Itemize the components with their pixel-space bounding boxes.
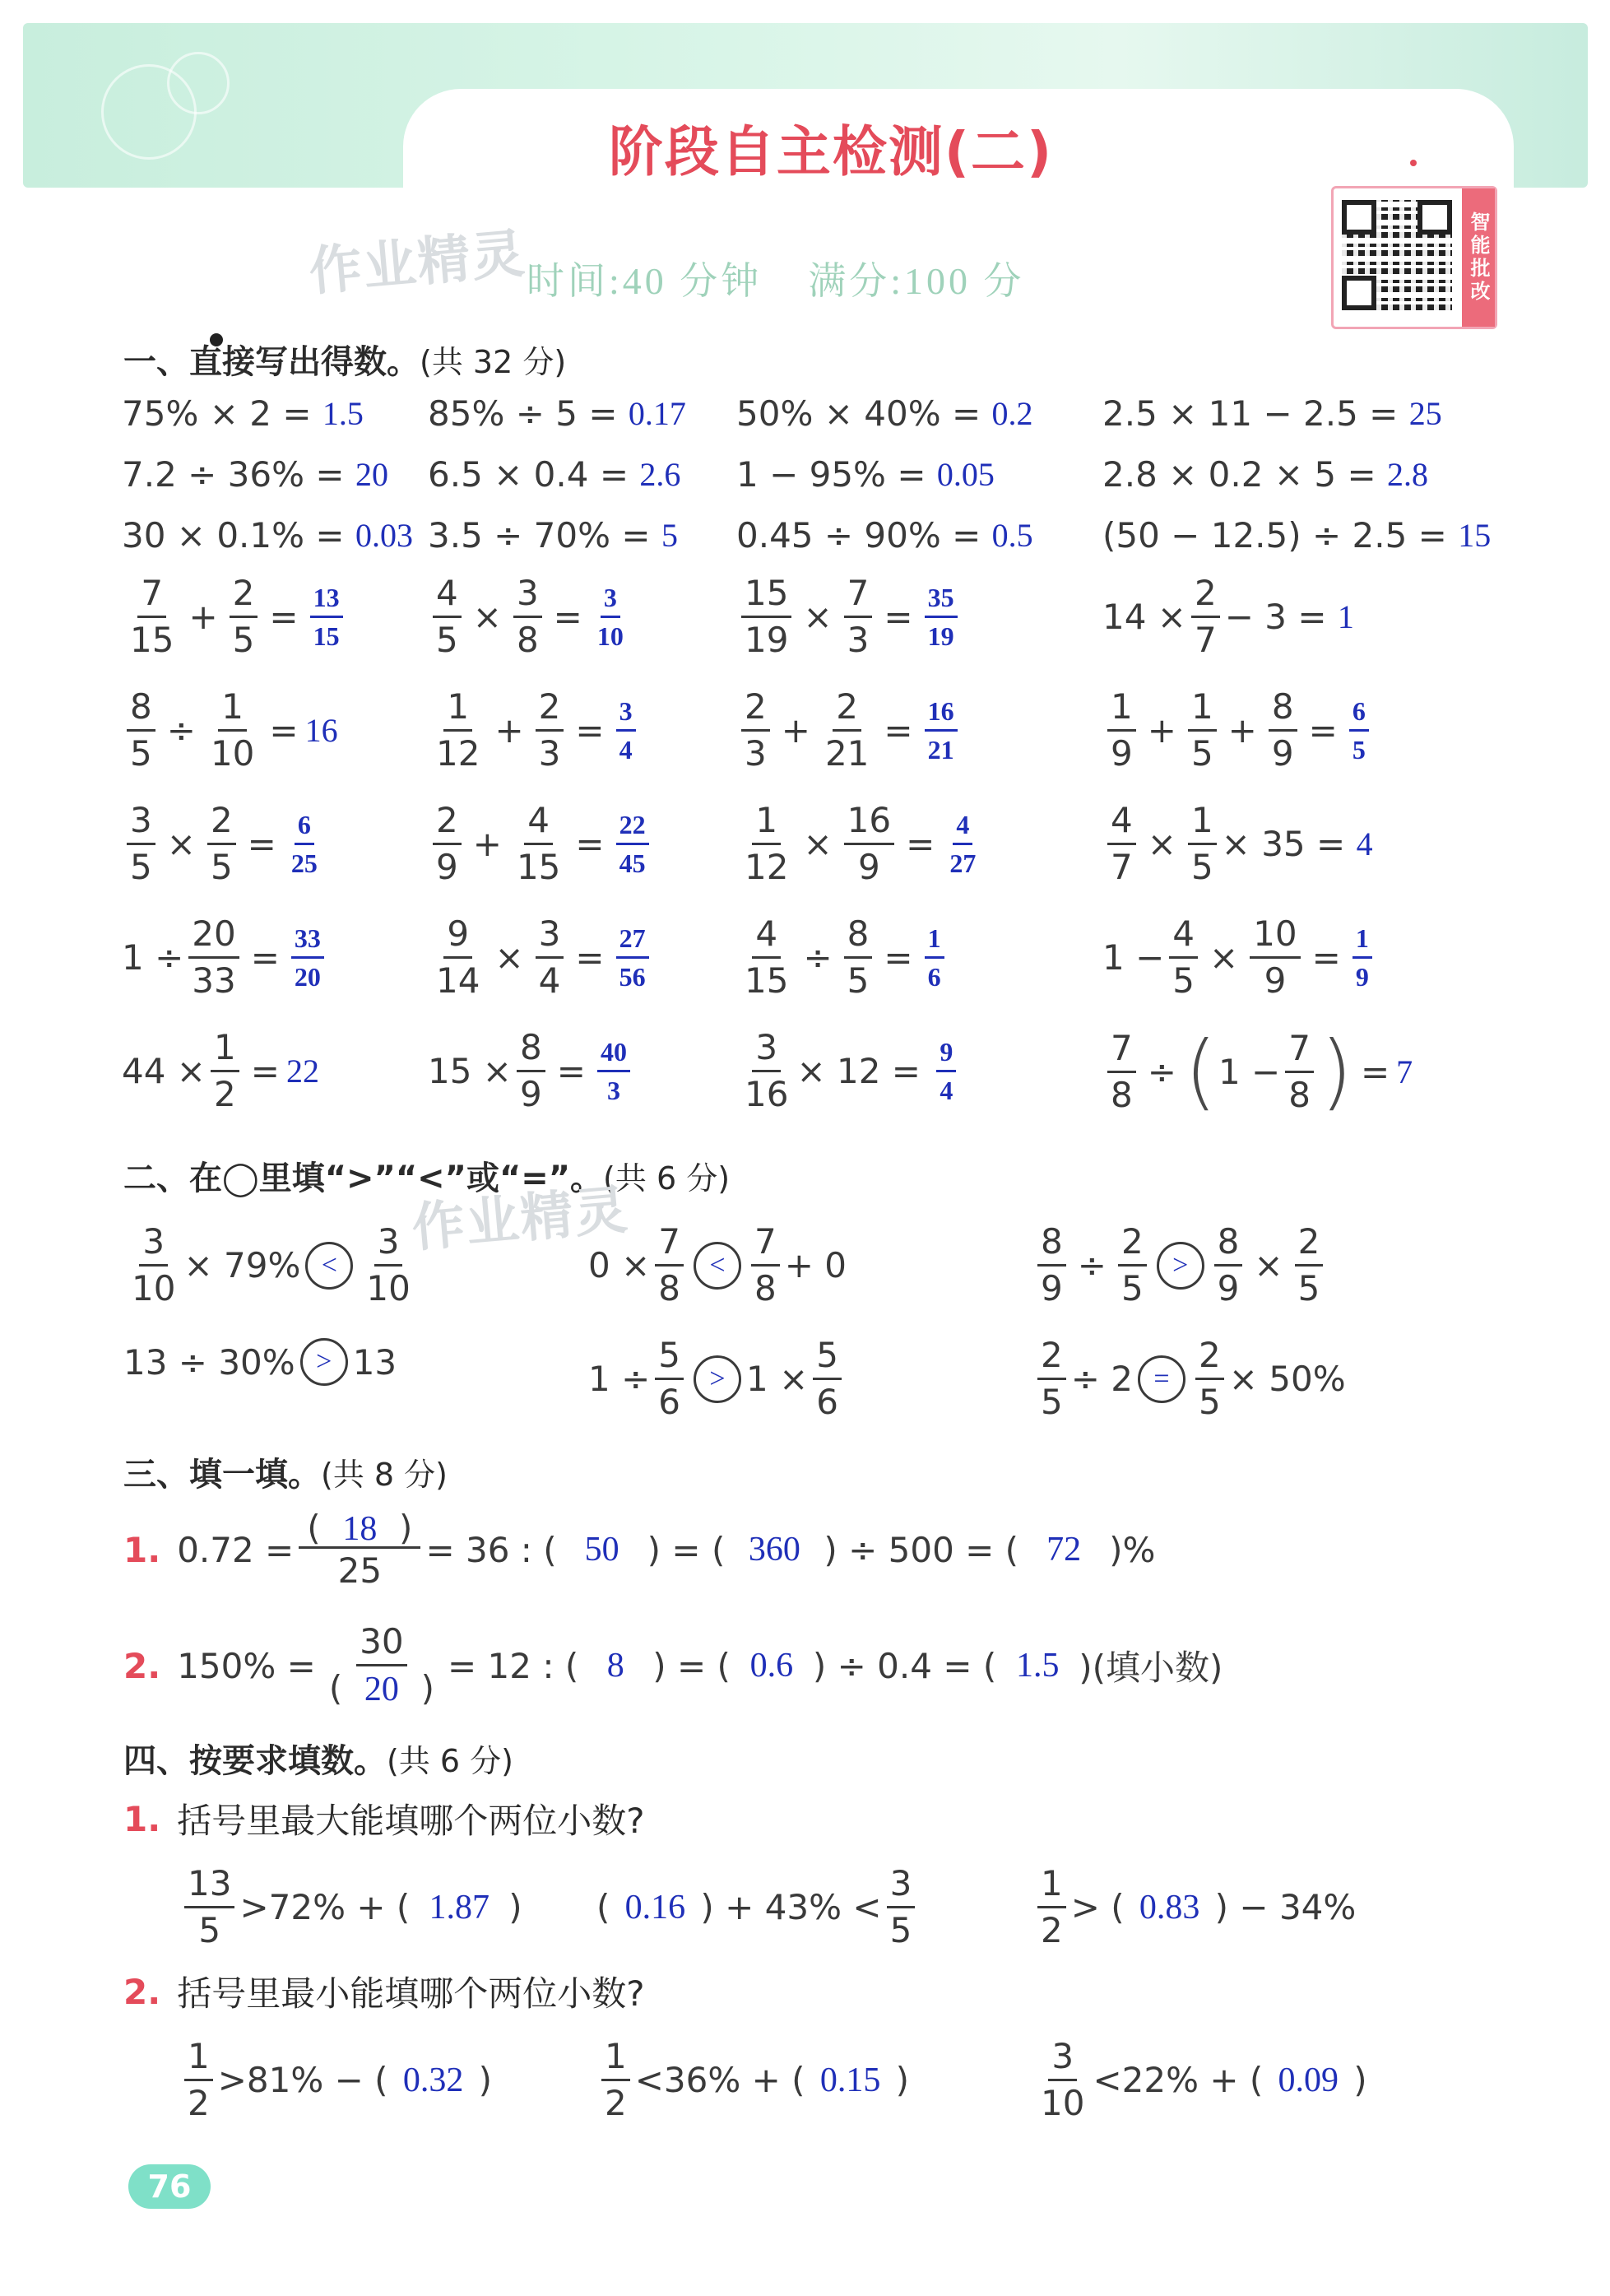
answer: 0.17 <box>628 395 686 432</box>
page-title: 阶段自主检测(二) <box>608 120 1054 184</box>
calc-item: $\frac{15}{19}$ × $\frac{7}{3}$ = $\frac{35}{19}$ <box>736 576 963 658</box>
answer: $\frac{27}{56}$ <box>616 925 649 990</box>
compare-item: 1 ÷ $\frac{5}{6}$ > 1 × $\frac{5}{6}$ <box>588 1338 847 1420</box>
right-paren: ) <box>1320 1023 1352 1119</box>
answer: 16 <box>304 712 338 749</box>
compare-circle[interactable]: < <box>694 1242 741 1290</box>
question-number: 1. <box>123 1529 161 1570</box>
compare-item: 0 × $\frac{7}{8}$ < $\frac{7}{8}$ + 0 <box>588 1221 847 1308</box>
question <box>123 1967 644 2016</box>
calc-item: 30 × 0.1% = 0.03 <box>122 515 413 555</box>
question-number: 1. <box>123 1798 161 1839</box>
section3-title: 三、填一填。(共 8 分) <box>123 1456 448 1494</box>
answer: $\frac{13}{15}$ <box>310 584 343 649</box>
compare-item: $\frac{8}{9}$ ÷ $\frac{2}{5}$ > $\frac{8}{9}$ × $\frac{2}{5}$ <box>1032 1225 1328 1306</box>
calc-item: 14 × $\frac{2}{7}$ − 3 = 1 <box>1102 573 1354 660</box>
qr-finder-pattern <box>1342 200 1376 235</box>
question-text: 括号里最小能填哪个两位小数? <box>177 1973 645 2014</box>
answer: $\frac{1}{6}$ <box>925 925 944 990</box>
answer: 2.6 <box>639 456 681 493</box>
answer: $\frac{4}{27}$ <box>949 810 977 878</box>
fill-blank[interactable]: 1.87 <box>429 1888 490 1927</box>
calc-item: 50% × 40% = 0.2 <box>736 393 1033 434</box>
compare-circle[interactable]: = <box>1138 1355 1185 1403</box>
question <box>123 1794 644 1843</box>
answer: 22 <box>285 1053 319 1090</box>
calc-item: $\frac{1}{12}$ + $\frac{2}{3}$ = $\frac{3}{4}$ <box>428 690 641 771</box>
answer: $\frac{6}{5}$ <box>1349 698 1369 763</box>
fill-blank[interactable]: 0.6 <box>749 1647 794 1685</box>
calc-item: $\frac{1}{9}$ + $\frac{1}{5}$ + $\frac{8}{9}$ = $\frac{6}{5}$ <box>1102 690 1374 771</box>
answer: 15 <box>1458 517 1492 554</box>
fill-blank[interactable]: 1.5 <box>1016 1647 1060 1685</box>
fill-fraction: $\frac{( 18 )}{25}$ <box>299 1511 420 1588</box>
fill-blank[interactable]: 0.83 <box>1139 1888 1200 1927</box>
left-paren: ( <box>1184 1023 1217 1119</box>
inequality-item: ( 0.16 ) + 43% < $\frac{3}{5}$ <box>596 1866 920 1948</box>
calc-item: (50 − 12.5) ÷ 2.5 = 15 <box>1102 515 1492 555</box>
fill-blank[interactable]: 18 <box>342 1510 378 1548</box>
fill-blank[interactable]: 50 <box>584 1531 619 1569</box>
calc-item: $\frac{2}{3}$ + $\frac{2}{21}$ = $\frac{16}{21}$ <box>736 690 963 771</box>
calc-item: $\frac{3}{16}$ × 12 = $\frac{9}{4}$ <box>736 1030 961 1112</box>
fill-item: 2. 150% = $\frac{30}{( 20 )}$ = 12 : ( 8 ) = ( 0.6 ) ÷ 0.4 = ( 1.5 )(填小数) <box>123 1621 1223 1708</box>
qr-finder-pattern <box>1417 200 1452 235</box>
qr-finder-pattern <box>1342 276 1376 310</box>
compare-circle[interactable]: > <box>1157 1242 1204 1290</box>
answer: 1 <box>1337 598 1354 635</box>
answer: $\frac{40}{3}$ <box>597 1039 630 1104</box>
answer: $\frac{33}{20}$ <box>291 925 324 990</box>
inequality-item: $\frac{1}{2}$ > ( 0.83 ) − 34% <box>1032 1866 1356 1948</box>
section1-title: 一、直接写出得数。(共 32 分) <box>123 343 567 381</box>
answer: 20 <box>355 456 388 493</box>
inequality-item: $\frac{1}{2}$ >81% − ( 0.32 ) <box>179 2039 492 2121</box>
compare-item: $\frac{2}{5}$ ÷ 2 = $\frac{2}{5}$ × 50% <box>1032 1338 1346 1420</box>
answer: 5 <box>661 517 678 554</box>
calc-item: 1 ÷ $\frac{20}{33}$ = $\frac{33}{20}$ <box>122 917 329 998</box>
calc-item: 44 × $\frac{1}{2}$ = 22 <box>122 1027 319 1114</box>
answer: $\frac{3}{10}$ <box>596 583 624 651</box>
compare-circle[interactable]: > <box>694 1355 741 1403</box>
calc-item: 85% ÷ 5 = 0.17 <box>428 393 686 434</box>
answer: 2.8 <box>1387 456 1428 493</box>
answer: $\frac{3}{4}$ <box>616 698 636 763</box>
calc-item: $\frac{3}{5}$ × $\frac{2}{5}$ = $\frac{6}{25}$ <box>122 803 326 885</box>
calc-item: $\frac{1}{12}$ × $\frac{16}{9}$ = $\frac{4}{27}$ <box>736 803 984 885</box>
calc-item: 15 × $\frac{8}{9}$ = $\frac{40}{3}$ <box>428 1030 635 1112</box>
fill-blank[interactable]: 0.16 <box>624 1888 686 1927</box>
compare-circle[interactable]: < <box>305 1242 353 1290</box>
calc-item: 7.2 ÷ 36% = 20 <box>122 454 388 495</box>
fill-blank[interactable]: 8 <box>606 1647 624 1685</box>
calc-item: 3.5 ÷ 70% = 5 <box>428 515 678 555</box>
calc-item: $\frac{4}{15}$ ÷ $\frac{8}{5}$ = $\frac{1}{6}$ <box>736 917 949 998</box>
calc-item: $\frac{4}{5}$ × $\frac{3}{8}$ = $\frac{3}{10}$ <box>428 576 632 658</box>
inequality-item: $\frac{13}{5}$ >72% + ( 1.87 ) <box>179 1866 522 1948</box>
exam-info <box>527 251 1071 305</box>
question-number: 2. <box>123 1645 161 1686</box>
answer: 4 <box>1356 825 1373 862</box>
inequality-item: $\frac{1}{2}$ <36% + ( 0.15 ) <box>596 2039 909 2121</box>
answer: 0.03 <box>355 517 413 554</box>
answer: 0.2 <box>991 395 1033 432</box>
fill-blank[interactable]: 20 <box>364 1671 399 1708</box>
watermark: 作业精灵 <box>306 223 529 304</box>
compare-item: $\frac{3}{10}$ × 79% < $\frac{3}{10}$ <box>132 1221 411 1308</box>
calc-item: 1 − 95% = 0.05 <box>736 454 995 495</box>
fill-fraction: $\frac{30}{( 20 )}$ <box>328 1621 434 1708</box>
watermark: 作业精灵 <box>409 1179 632 1260</box>
question-text: 括号里最大能填哪个两位小数? <box>177 1801 645 1841</box>
calc-item: $\frac{8}{5}$ ÷ $\frac{1}{10}$ = 16 <box>122 690 338 771</box>
answer: 0.05 <box>936 456 995 493</box>
question-number: 2. <box>123 1971 161 2012</box>
answer: 0.5 <box>991 517 1033 554</box>
calc-item: $\frac{2}{9}$ + $\frac{4}{15}$ = $\frac{22}{45}$ <box>428 803 654 885</box>
calc-item: 2.5 × 11 − 2.5 = 25 <box>1102 393 1442 434</box>
fill-item: 1. 0.72 = $\frac{( 18 )}{25}$ = 36 : ( 50 ) = ( 360 ) ÷ 500 = ( 72 )% <box>123 1508 1156 1591</box>
bubble-decoration <box>167 52 230 114</box>
calc-item: $\frac{4}{7}$ × $\frac{1}{5}$ × 35 = 4 <box>1102 803 1373 885</box>
calc-item: $\frac{7}{8}$ ÷ ( 1 − $\frac{7}{8}$ ) = 7 <box>1102 1030 1413 1113</box>
inequality-item: $\frac{3}{10}$ <22% + ( 0.09 ) <box>1041 2036 1367 2123</box>
time-limit: 时间:40 分钟 <box>527 260 763 302</box>
calc-item: 1 − $\frac{4}{5}$ × $\frac{10}{9}$ = $\frac{1}{9}$ <box>1102 917 1377 998</box>
section2-title: 二、在◯里填“>”“<”或“=”。(共 6 分) <box>123 1160 731 1197</box>
answer: 1.5 <box>322 395 364 432</box>
qr-label: 智能批改 <box>1462 188 1495 327</box>
calc-item: $\frac{7}{15}$ + $\frac{2}{5}$ = $\frac{13}{15}$ <box>122 576 348 658</box>
calc-item: 6.5 × 0.4 = 2.6 <box>428 454 681 495</box>
fill-blank[interactable]: 0.32 <box>402 2061 464 2099</box>
answer: $\frac{6}{25}$ <box>290 810 318 878</box>
calc-item: 0.45 ÷ 90% = 0.5 <box>736 515 1033 555</box>
page-number: 76 <box>128 2164 211 2209</box>
calc-item: $\frac{9}{14}$ × $\frac{3}{4}$ = $\frac{27}{56}$ <box>428 917 654 998</box>
fill-blank[interactable]: 72 <box>1046 1531 1082 1569</box>
qr-code-panel[interactable] <box>1331 186 1497 329</box>
qr-hanger-dot <box>1410 160 1417 166</box>
answer: $\frac{16}{21}$ <box>925 698 958 763</box>
fill-blank[interactable]: 0.15 <box>819 2061 881 2099</box>
answer: $\frac{35}{19}$ <box>925 584 958 649</box>
fill-blank[interactable]: 360 <box>748 1531 800 1569</box>
answer: $\frac{9}{4}$ <box>936 1039 956 1104</box>
answer: $\frac{1}{9}$ <box>1352 925 1372 990</box>
section4-title: 四、按要求填数。(共 6 分) <box>123 1742 513 1780</box>
compare-circle[interactable]: > <box>300 1338 348 1386</box>
answer: 25 <box>1408 395 1442 432</box>
calc-item: 2.8 × 0.2 × 5 = 2.8 <box>1102 454 1428 495</box>
compare-item: 13 ÷ 30% > 13 <box>123 1338 397 1386</box>
fill-blank[interactable]: 0.09 <box>1278 2061 1339 2099</box>
answer: $\frac{22}{45}$ <box>616 811 649 876</box>
answer: 7 <box>1396 1053 1413 1090</box>
full-score: 满分:100 分 <box>808 260 1025 302</box>
calc-item: 75% × 2 = 1.5 <box>122 393 364 434</box>
